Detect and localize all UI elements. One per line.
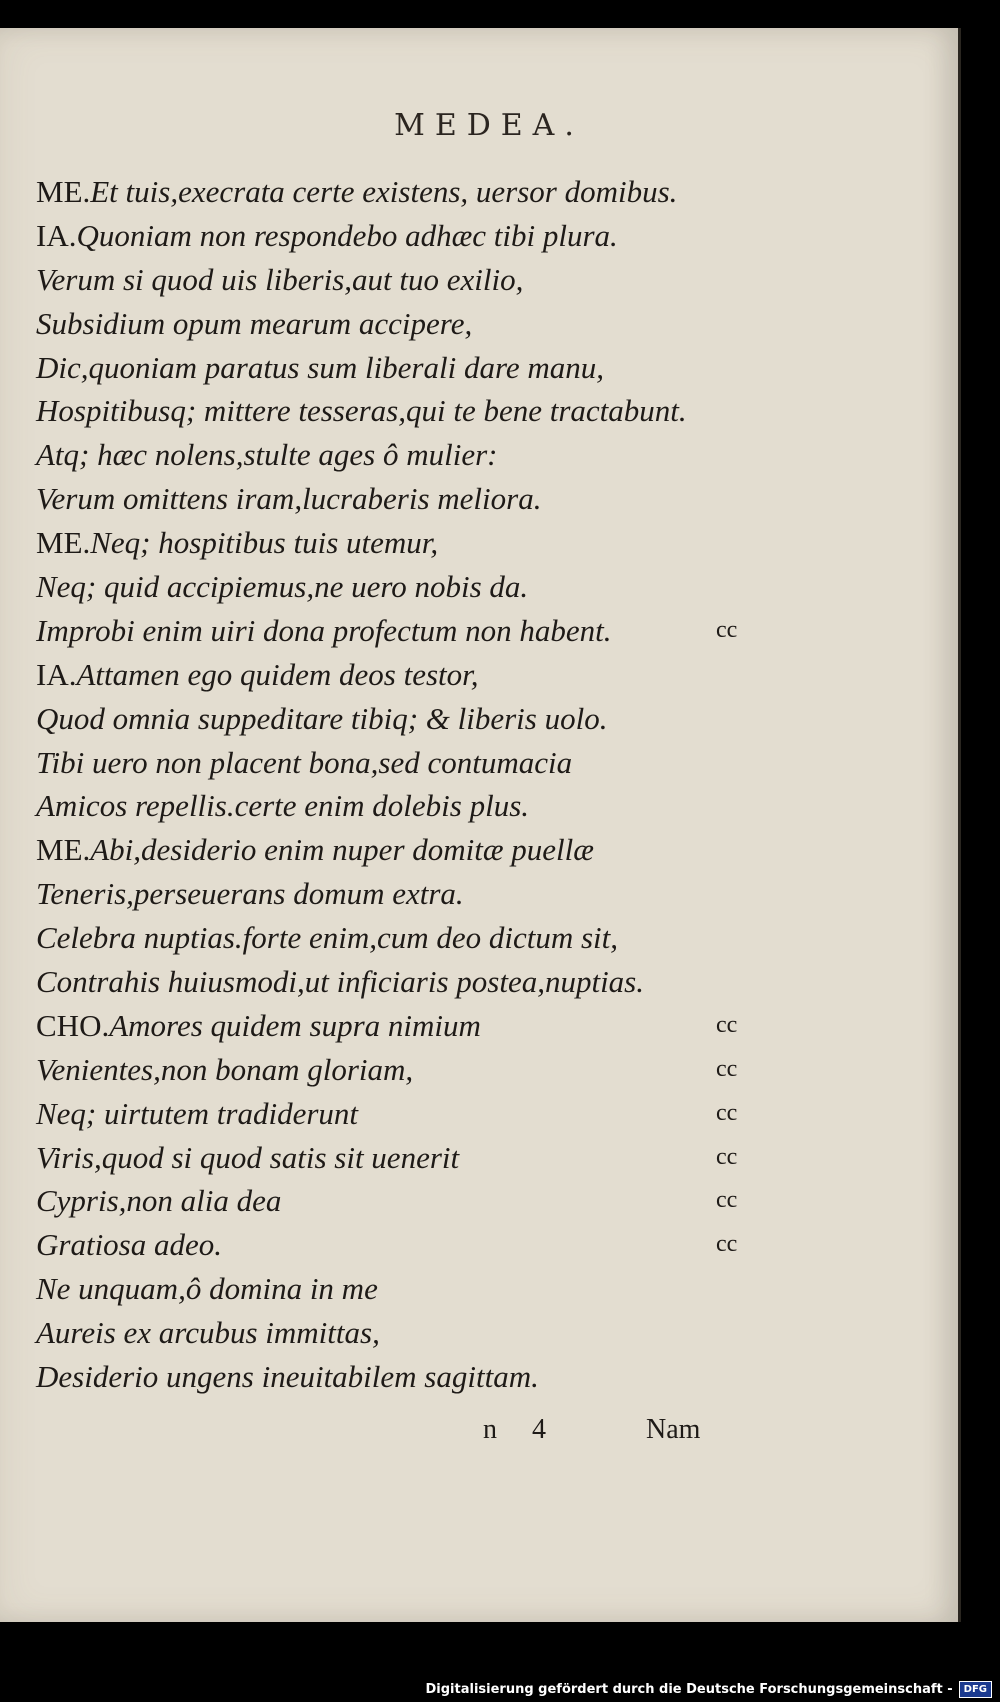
verse-text: Tibi uero non placent bona,sed contumacia [36, 744, 573, 780]
verse-text: Verum omittens iram,lucraberis meliora. [36, 481, 542, 517]
verse-text: Neq; quid accipiemus,ne uero nobis da. [36, 569, 529, 605]
verse-text: Dic,quoniam paratus sum liberali dare manu, [36, 349, 605, 385]
verse-line [36, 653, 936, 697]
verse-line [36, 170, 936, 214]
verse-line [36, 1223, 936, 1267]
verse-text: Atq; hæc nolens,stulte ages ô mulier: [36, 437, 498, 473]
verse-line [36, 1004, 936, 1048]
verse-line [36, 741, 936, 785]
verse-text: Teneris,perseuerans domum extra. [36, 876, 464, 912]
page-footer [0, 1414, 958, 1464]
verse-line [36, 960, 936, 1004]
verse-line [36, 1092, 936, 1136]
gnomic-quote-mark: cc [716, 616, 738, 643]
running-header: MEDEA. [394, 108, 584, 143]
credit-text: Digitalisierung gefördert durch die Deutsche Forschungsgemeinschaft - [425, 1682, 953, 1697]
gnomic-quote-mark: cc [716, 1231, 738, 1258]
verse-lines [36, 170, 936, 1399]
verse-line [36, 916, 936, 960]
gnomic-quote-mark: cc [716, 1187, 738, 1214]
verse-line [36, 697, 936, 741]
verse-text: Improbi enim uiri dona profectum non habent. [36, 612, 612, 648]
verse-text: Cypris,non alia dea [36, 1183, 282, 1219]
verse-text: Neq; hospitibus tuis utemur, [90, 525, 439, 561]
verse-text: Celebra nuptias.forte enim,cum deo dictum sit, [36, 920, 619, 956]
verse-line [36, 521, 936, 565]
dfg-logo: DFG [959, 1681, 992, 1698]
verse-line [36, 258, 936, 302]
verse-line [36, 609, 936, 653]
gnomic-quote-mark: cc [716, 1055, 738, 1082]
verse-text: Abi,desiderio enim nuper domitæ puellæ [90, 832, 594, 868]
verse-text: Venientes,non bonam gloriam, [36, 1051, 414, 1087]
verse-text: Verum si quod uis liberis,aut tuo exilio, [36, 261, 524, 297]
verse-line [36, 1311, 936, 1355]
verse-text: Amicos repellis.certe enim dolebis plus. [36, 788, 530, 824]
verse-line [36, 1136, 936, 1180]
verse-line [36, 302, 936, 346]
verse-text: Et tuis,execrata certe existens, uersor domibus. [90, 174, 678, 209]
verse-text: Quod omnia suppeditare tibiq; & liberis uolo. [36, 700, 608, 736]
speaker-label: IA. [36, 217, 77, 253]
verse-line [36, 1048, 936, 1092]
verse-text: Ne unquam,ô domina in me [36, 1271, 378, 1307]
verse-text: Hospitibusq; mittere tesseras,qui te bene tractabunt. [36, 393, 687, 429]
verse-line [36, 828, 936, 872]
verse-line [36, 1267, 936, 1311]
verse-line [36, 784, 936, 828]
speaker-label: ME. [36, 832, 91, 868]
speaker-label: IA. [36, 656, 77, 692]
verse-line [36, 1355, 936, 1399]
verse-text: Contrahis huiusmodi,ut inficiaris postea,nuptias. [36, 964, 644, 1000]
verse-line [36, 346, 936, 390]
gnomic-quote-mark: cc [716, 1099, 738, 1126]
verse-text: Neq; uirtutem tradiderunt [36, 1095, 359, 1131]
verse-text: Gratiosa adeo. [36, 1227, 222, 1263]
speaker-label: ME. [36, 174, 91, 209]
verse-text: Viris,quod si quod satis sit uenerit [36, 1139, 460, 1175]
verse-text: Subsidium opum mearum accipere, [36, 305, 473, 341]
verse-line [36, 1179, 936, 1223]
verse-line [36, 433, 936, 477]
digitization-credit [426, 1681, 993, 1698]
book-page [0, 28, 961, 1622]
gnomic-quote-mark: cc [716, 1011, 738, 1038]
verse-text: Amores quidem supra nimium [109, 1007, 481, 1043]
verse-line [36, 565, 936, 609]
gnomic-quote-mark: cc [716, 1143, 738, 1170]
verse-line [36, 389, 936, 433]
verse-text: Aureis ex arcubus immittas, [36, 1315, 380, 1351]
speaker-label: ME. [36, 525, 91, 561]
verse-line [36, 872, 936, 916]
verse-text: Attamen ego quidem deos testor, [76, 656, 479, 692]
verse-line [36, 214, 936, 258]
verse-text: Quoniam non respondebo adhæc tibi plura. [76, 217, 618, 253]
signature-mark: n 4 [483, 1414, 560, 1445]
verse-line [36, 477, 936, 521]
verse-text: Desiderio ungens ineuitabilem sagittam. [36, 1359, 539, 1395]
speaker-label: CHO. [36, 1007, 110, 1043]
catchword: Nam [646, 1414, 701, 1445]
